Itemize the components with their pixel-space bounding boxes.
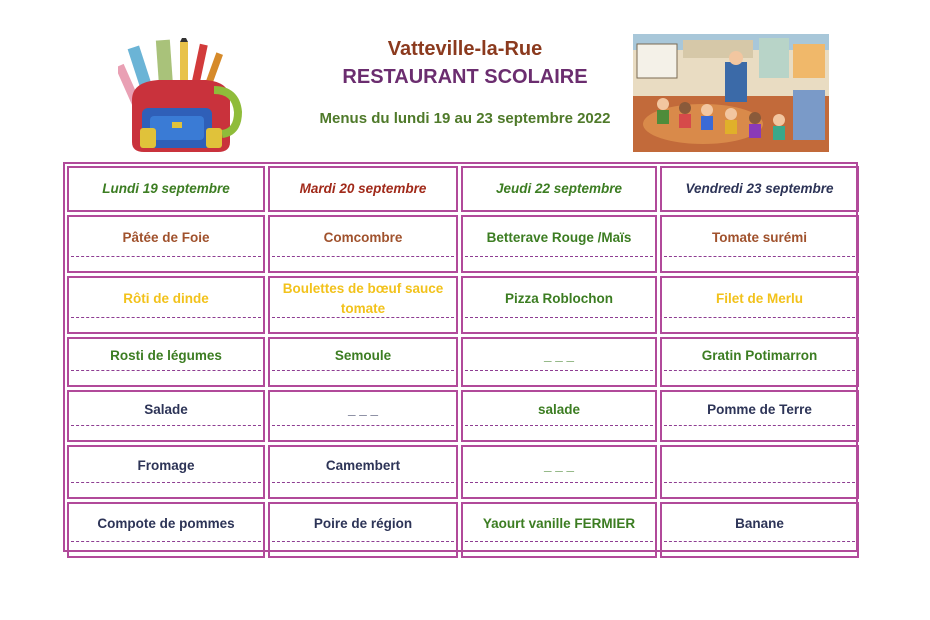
menu-cell	[461, 276, 657, 334]
day-header-mardi	[268, 166, 458, 212]
menu-cell	[67, 276, 265, 334]
menu-cell	[461, 502, 657, 558]
dish-label: _ _ _	[347, 402, 379, 417]
dish-label: salade	[537, 402, 581, 417]
dish-label: Salade	[144, 402, 188, 417]
dish-label: Pizza Roblochon	[505, 291, 613, 306]
dish-label: Pomme de Terre	[707, 402, 812, 417]
dish-label: Fromage	[137, 458, 195, 473]
menu-cell	[268, 215, 458, 273]
menu-cell	[268, 502, 458, 558]
dish-label: Rôti de dinde	[123, 291, 209, 306]
day-header-label: Vendredi 23 septembre	[685, 181, 834, 196]
dish-label: _ _ _	[543, 348, 575, 363]
dish-label: Compote de pommes	[97, 516, 235, 531]
menu-table	[63, 162, 858, 552]
dish-label: Rosti de légumes	[110, 348, 222, 363]
day-header-jeudi	[461, 166, 657, 212]
menu-cell	[660, 445, 859, 499]
dish-label: Pâtée de Foie	[122, 230, 210, 245]
menu-cell	[461, 390, 657, 442]
page-subtitle: Menus du lundi 19 au 23 septembre 2022	[319, 110, 611, 127]
menu-cell	[67, 502, 265, 558]
dish-label: Semoule	[334, 348, 392, 363]
dish-label: Gratin Potimarron	[701, 348, 818, 363]
dish-label: Yaourt vanille FERMIER	[482, 516, 636, 531]
day-header-label: Lundi 19 septembre	[102, 181, 230, 196]
menu-cell	[660, 276, 859, 334]
day-header-label: Jeudi 22 septembre	[495, 181, 623, 196]
dish-label: Comcombre	[323, 230, 403, 245]
dish-label: Tomate surémi	[711, 230, 808, 245]
dish-label: Boulettes de bœuf sauce tomate	[282, 281, 444, 316]
menu-grid	[67, 166, 854, 548]
menu-cell	[461, 445, 657, 499]
menu-cell	[67, 215, 265, 273]
page-header	[0, 0, 930, 150]
dish-label: Banane	[735, 516, 784, 531]
dish-label: Poire de région	[313, 516, 413, 531]
menu-cell	[461, 337, 657, 387]
menu-cell	[67, 445, 265, 499]
day-header-label: Mardi 20 septembre	[299, 181, 427, 196]
menu-cell	[268, 445, 458, 499]
dish-label: Camembert	[325, 458, 401, 473]
classroom-illustration	[633, 34, 829, 152]
day-header-vendredi	[660, 166, 859, 212]
day-header-lundi	[67, 166, 265, 212]
menu-cell	[660, 502, 859, 558]
dish-label: _ _ _	[543, 458, 575, 473]
menu-cell	[67, 337, 265, 387]
menu-cell	[268, 337, 458, 387]
menu-cell	[660, 337, 859, 387]
menu-cell	[660, 215, 859, 273]
menu-cell	[660, 390, 859, 442]
menu-cell	[67, 390, 265, 442]
page-title: RESTAURANT SCOLAIRE	[342, 66, 588, 88]
menu-cell	[268, 276, 458, 334]
menu-cell	[461, 215, 657, 273]
dish-label: Filet de Merlu	[715, 291, 803, 306]
menu-cell	[268, 390, 458, 442]
dish-label: Betterave Rouge /Maïs	[486, 230, 632, 245]
town-title: Vatteville-la-Rue	[387, 38, 543, 60]
school-bag-icon	[118, 38, 243, 156]
